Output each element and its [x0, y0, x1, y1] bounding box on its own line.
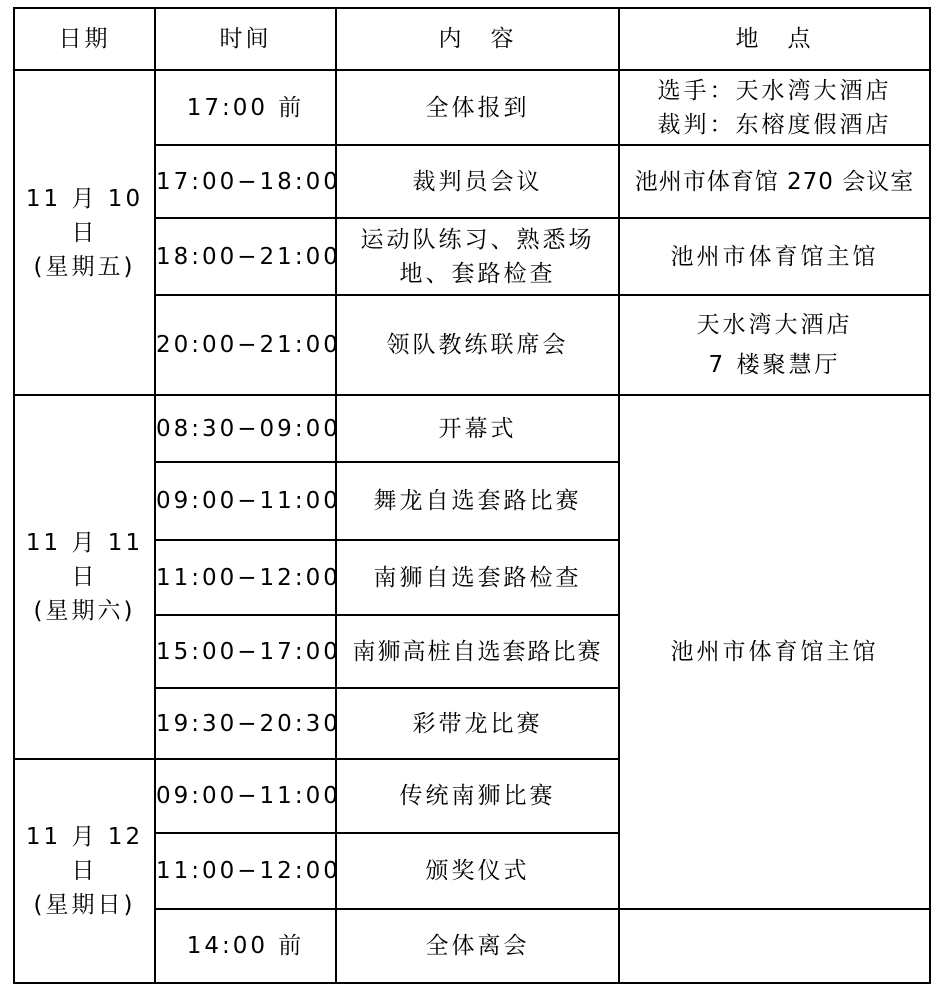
location-line: 池州市体育馆主馆 [670, 243, 879, 270]
time-cell: 17:00 前 [155, 70, 336, 145]
time-cell: 20:00−21:00 [155, 295, 336, 395]
time-cell: 19:30−20:30 [155, 688, 336, 759]
content-cell: 全体报到 [336, 70, 619, 145]
header-content: 内 容 [336, 8, 619, 70]
content-cell: 南狮高桩自选套路比赛 [336, 615, 619, 688]
location-line: 选手：天水湾大酒店 [657, 77, 892, 104]
content-cell: 传统南狮比赛 [336, 759, 619, 833]
content-cell: 彩带龙比赛 [336, 688, 619, 759]
time-cell: 15:00−17:00 [155, 615, 336, 688]
content-cell: 南狮自选套路检查 [336, 540, 619, 615]
location-cell [619, 909, 930, 983]
weekday-text: (星期日) [33, 892, 136, 918]
header-date: 日期 [14, 8, 155, 70]
location-cell [619, 295, 930, 395]
table-row [14, 70, 930, 145]
content-cell: 裁判员会议 [336, 145, 619, 218]
date-text: 11 月 12 日 [25, 824, 144, 884]
location-line: 池州市体育馆 270 会议室 [634, 168, 915, 195]
header-time: 时间 [155, 8, 336, 70]
merged-location-cell: 池州市体育馆主馆 [619, 395, 930, 909]
time-cell: 14:00 前 [155, 909, 336, 983]
weekday-text: (星期六) [33, 598, 136, 624]
date-cell [14, 70, 155, 395]
location-line: 裁判：东榕度假酒店 [657, 111, 892, 138]
location-cell [619, 145, 930, 218]
schedule-table [13, 7, 931, 984]
time-cell: 11:00−12:00 [155, 833, 336, 909]
content-line: 运动队练习、熟悉场 [360, 226, 595, 253]
content-cell: 开幕式 [336, 395, 619, 462]
header-location: 地 点 [619, 8, 930, 70]
table-row [14, 395, 930, 462]
location-cell [619, 218, 930, 295]
time-cell: 17:00−18:00 [155, 145, 336, 218]
time-cell: 11:00−12:00 [155, 540, 336, 615]
header-row [14, 8, 930, 70]
time-cell: 09:00−11:00 [155, 462, 336, 540]
date-cell [14, 759, 155, 983]
time-cell: 08:30−09:00 [155, 395, 336, 462]
time-cell: 18:00−21:00 [155, 218, 336, 295]
content-line: 地、套路检查 [399, 260, 556, 287]
time-cell: 09:00−11:00 [155, 759, 336, 833]
location-line: 7 楼聚慧厅 [708, 352, 841, 378]
date-cell [14, 395, 155, 759]
location-cell [619, 70, 930, 145]
weekday-text: (星期五) [33, 253, 136, 280]
content-cell: 舞龙自选套路比赛 [336, 462, 619, 540]
content-cell: 全体离会 [336, 909, 619, 983]
content-cell: 领队教练联席会 [336, 295, 619, 395]
date-text: 11 月 11 日 [25, 530, 144, 590]
date-text: 11 月 10 日 [25, 185, 144, 246]
content-cell: 颁奖仪式 [336, 833, 619, 909]
content-cell [336, 218, 619, 295]
location-line: 天水湾大酒店 [696, 312, 853, 338]
